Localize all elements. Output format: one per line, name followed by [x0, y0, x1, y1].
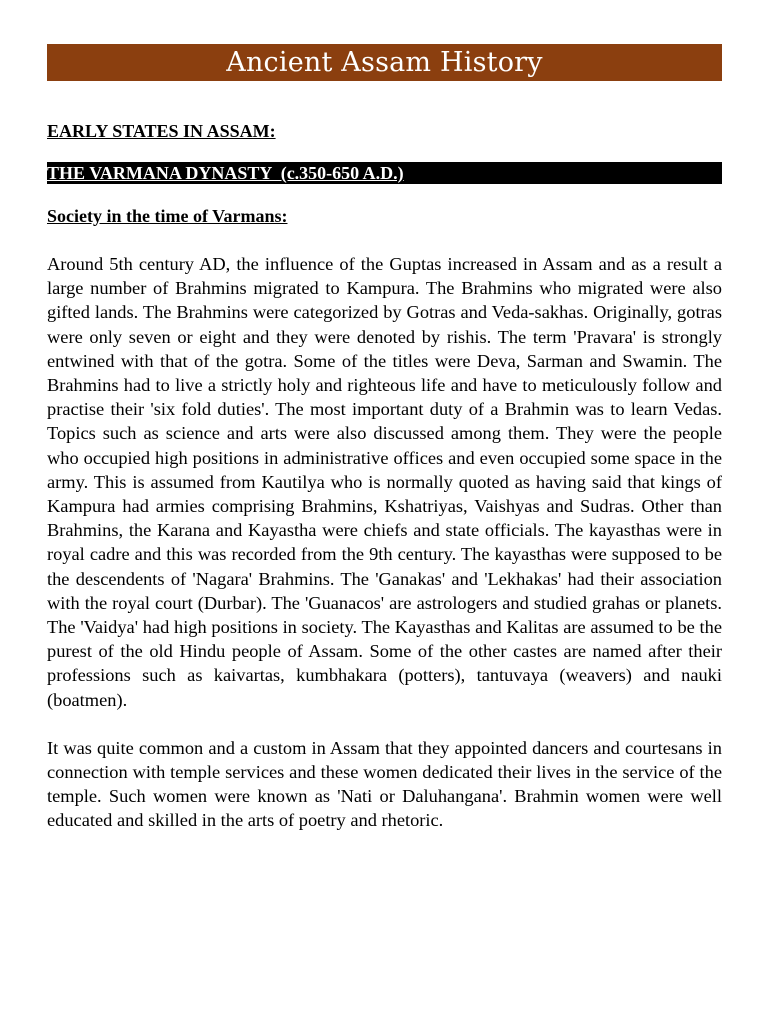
body-paragraph: It was quite common and a custom in Assam that they appointed dancers and courtesans in connection with temple services and these women dedicated their lives in the service of the temple. Such women were known as 'Nati or Daluhangana'. Brahmin women were well educated and skilled in the arts of poetry and rhetoric.	[47, 737, 722, 831]
subsection-heading: Society in the time of Varmans:	[47, 206, 288, 226]
dynasty-heading: THE VARMANA DYNASTY (c.350-650 A.D.)	[47, 163, 404, 183]
section-heading: EARLY STATES IN ASSAM:	[47, 121, 276, 141]
body-paragraph: Around 5th century AD, the influence of the Guptas increased in Assam and as a result a large number of Brahmins migrated to Kampura. The Brahmins who migrated were also gifted lands. The Brahmins were categorized by Gotras and Veda-sakhas. Originally, gotras were only seven or eight and they were denoted by rishis. The term 'Pravara' is strongly entwined with that of the gotra. Some of the titles were Deva, Sarman and Swamin. The Brahmins had to live a strictly holy and righteous life and have to meticulously follow and practise their 'six fold duties'. The most important duty of a Brahmin was to learn Vedas. Topics such as science and arts were also discussed among them. They were the people who occupied high positions in administrative offices and even occupied some space in the army. This is assumed from Kautilya who is normally quoted as having said that kings of Kampura had armies comprising Brahmins, Kshatriyas, Vaishyas and Sudras. Other than Brahmins, the Karana and Kayastha were chiefs and state officials. The kayasthas were in royal cadre and this was recorded from the 9th century. The kayasthas were supposed to be the descendents of 'Nagara' Brahmins. The 'Ganakas' and 'Lekhakas' had their association with the royal court (Durbar). The 'Guanacos' are astrologers and studied grahas or planets. The 'Vaidya' had high positions in society. The Kayasthas and Kalitas are assumed to be the purest of the old Hindu people of Assam. Some of the other castes are named after their professions such as kaivartas, kumbhakara (potters), tantuvaya (weavers) and nauki (boatmen).	[47, 254, 722, 710]
document-page	[47, 44, 722, 833]
title-banner	[47, 44, 722, 81]
dynasty-banner	[47, 162, 722, 184]
page-title: Ancient Assam History	[226, 47, 543, 78]
